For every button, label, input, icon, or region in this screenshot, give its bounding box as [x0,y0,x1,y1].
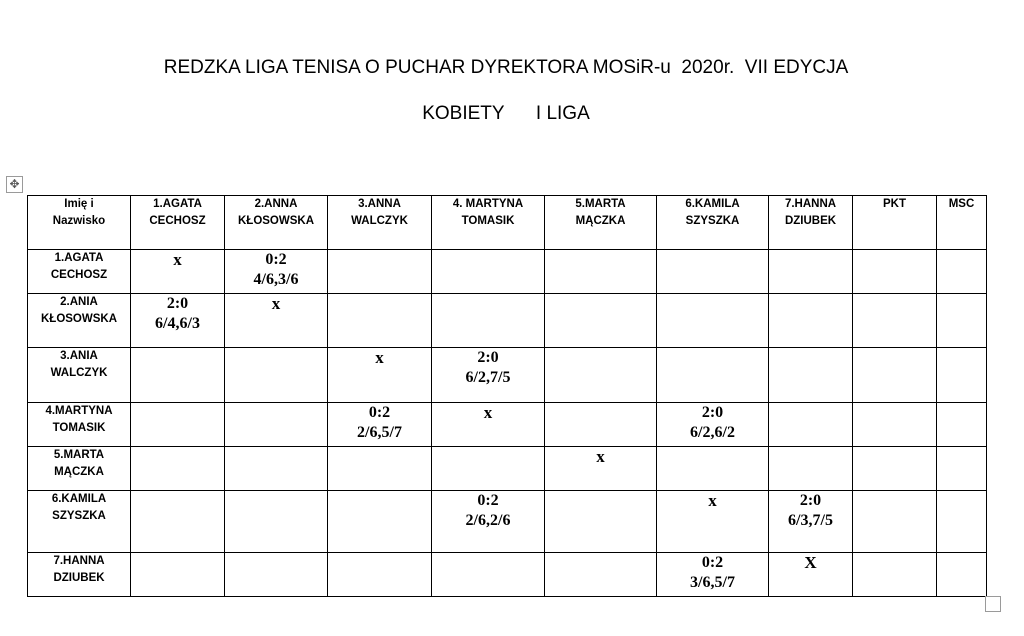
set-scores: 2/6,5/7 [357,424,402,441]
result-cell[interactable] [131,447,225,491]
result-cell[interactable] [545,348,657,403]
header-label-line: MSC [948,198,975,210]
header-name-column [28,196,131,250]
result-cell[interactable] [328,348,432,403]
player-name-cell [28,491,131,553]
player-name-cell [28,294,131,348]
player-name-line: WALCZYK [50,367,108,379]
result-cell[interactable] [657,447,769,491]
header-label-line: 1.AGATA [153,198,202,210]
table-row [28,491,987,553]
result-cell[interactable] [432,294,545,348]
table-row [28,348,987,403]
result-cell[interactable] [225,294,328,348]
header-label-line: 2.ANNA [254,198,298,210]
result-cell[interactable] [545,294,657,348]
set-scores: 3/6,5/7 [690,574,735,591]
header-column-3 [328,196,432,250]
self-match-mark: x [271,294,281,313]
player-name-line: 1.AGATA [54,252,104,264]
player-name-line: 2.ANIA [60,296,98,308]
result-cell[interactable] [432,250,545,294]
header-label-line: 7.HANNA [784,198,837,210]
result-cell[interactable] [131,250,225,294]
header-column-7 [769,196,853,250]
result-cell[interactable] [432,447,545,491]
result-cell[interactable] [545,553,657,597]
points-cell[interactable] [853,491,937,553]
result-cell[interactable] [657,553,769,597]
match-score: 0:2 [368,404,391,421]
result-cell[interactable] [657,491,769,553]
result-cell[interactable] [225,553,328,597]
header-label-line: MĄCZKA [575,215,626,227]
result-cell[interactable] [769,403,853,447]
result-cell[interactable] [657,250,769,294]
table-row [28,250,987,294]
match-score: 2:0 [701,404,724,421]
self-match-mark: x [173,250,182,269]
set-scores: 6/2,7/5 [465,369,511,386]
header-label-line: DZIUBEK [784,215,837,227]
player-name-cell [28,348,131,403]
points-cell[interactable] [853,250,937,294]
result-cell[interactable] [131,294,225,348]
player-name-line: 4.MARTYNA [45,405,113,417]
points-cell[interactable] [853,348,937,403]
place-cell[interactable] [937,553,987,597]
result-cell[interactable] [769,250,853,294]
header-column-4 [432,196,545,250]
self-match-mark: x [375,348,384,367]
result-cell[interactable] [545,491,657,553]
header-label-line: Imię i [64,198,94,210]
header-label-line: 5.MARTA [575,198,626,210]
result-cell[interactable] [432,403,545,447]
result-cell[interactable] [131,491,225,553]
result-cell[interactable] [131,553,225,597]
result-cell[interactable] [657,348,769,403]
place-cell[interactable] [937,294,987,348]
match-score: 0:2 [701,554,724,571]
header-column-8 [853,196,937,250]
header-label-line: SZYSZKA [685,215,740,227]
result-cell[interactable] [131,403,225,447]
player-name-cell [28,553,131,597]
result-cell[interactable] [769,294,853,348]
result-cell[interactable] [328,447,432,491]
result-cell[interactable] [328,294,432,348]
player-name-line: KŁOSOWSKA [40,313,118,325]
header-column-9 [937,196,987,250]
table-row [28,553,987,597]
header-label-line: KŁOSOWSKA [237,215,315,227]
header-label-line: PKT [883,198,906,210]
result-cell[interactable] [769,348,853,403]
header-column-6 [657,196,769,250]
set-scores: 6/2,6/2 [690,424,735,441]
result-cell[interactable] [328,491,432,553]
header-label-line: CECHOSZ [149,215,206,227]
result-cell[interactable] [545,447,657,491]
result-cell[interactable] [432,348,545,403]
player-name-cell [28,447,131,491]
player-name-line: CECHOSZ [50,269,108,281]
points-cell[interactable] [853,294,937,348]
league-results-table [27,195,987,597]
place-cell[interactable] [937,491,987,553]
points-cell[interactable] [853,447,937,491]
header-column-1 [131,196,225,250]
header-label-line: 4. MARTYNA [452,198,524,210]
header-label-line: 6.KAMILA [685,198,740,210]
set-scores: 6/4,6/3 [155,315,200,332]
result-cell[interactable] [769,553,853,597]
table-move-handle-icon[interactable]: ✥ [6,176,23,193]
match-score: 2:0 [799,492,822,509]
player-name-cell [28,403,131,447]
result-cell[interactable] [225,403,328,447]
result-cell[interactable] [328,553,432,597]
set-scores: 2/6,2/6 [465,512,511,529]
match-score: 0:2 [265,251,287,268]
player-name-line: 5.MARTA [53,449,105,461]
points-cell[interactable] [853,403,937,447]
header-label-line: TOMASIK [461,215,515,227]
set-scores: 6/3,7/5 [788,512,833,529]
result-cell[interactable] [328,403,432,447]
self-match-mark: x [483,403,493,422]
result-cell[interactable] [225,491,328,553]
result-cell[interactable] [769,491,853,553]
result-cell[interactable] [225,348,328,403]
player-name-line: TOMASIK [52,422,106,434]
player-name-line: 6.KAMILA [51,493,107,505]
result-cell[interactable] [225,250,328,294]
header-column-2 [225,196,328,250]
result-cell[interactable] [432,491,545,553]
place-cell[interactable] [937,447,987,491]
table-row [28,403,987,447]
set-scores: 4/6,3/6 [253,271,299,288]
result-cell[interactable] [657,403,769,447]
points-cell[interactable] [853,553,937,597]
table-resize-handle[interactable] [985,596,1001,612]
player-name-cell [28,250,131,294]
place-cell[interactable] [937,403,987,447]
result-cell[interactable] [225,447,328,491]
document-subtitle: KOBIETY I LIGA [422,103,590,124]
result-cell[interactable] [657,294,769,348]
table-row [28,447,987,491]
header-column-5 [545,196,657,250]
table-row [28,294,987,348]
result-cell[interactable] [545,403,657,447]
table-header-row [28,196,987,250]
self-match-mark: x [596,447,605,466]
player-name-line: 7.HANNA [53,555,105,567]
match-score: 2:0 [477,349,499,366]
player-name-line: DZIUBEK [53,572,105,584]
player-name-line: 3.ANIA [60,350,98,362]
place-cell[interactable] [937,250,987,294]
match-score: 0:2 [477,492,499,509]
self-match-mark: X [804,553,817,572]
place-cell[interactable] [937,348,987,403]
result-cell[interactable] [545,250,657,294]
result-cell[interactable] [769,447,853,491]
header-label-line: WALCZYK [351,215,408,227]
player-name-line: SZYSZKA [52,510,106,522]
header-label-line: 3.ANNA [358,198,401,210]
result-cell[interactable] [131,348,225,403]
player-name-line: MĄCZKA [54,466,104,478]
match-score: 2:0 [166,295,189,312]
header-label-line: Nazwisko [52,215,106,227]
result-cell[interactable] [432,553,545,597]
self-match-mark: x [708,491,717,510]
result-cell[interactable] [328,250,432,294]
document-title: REDZKA LIGA TENISA O PUCHAR DYREKTORA MOSiR-u 2020r. VII EDYCJA [163,57,849,78]
